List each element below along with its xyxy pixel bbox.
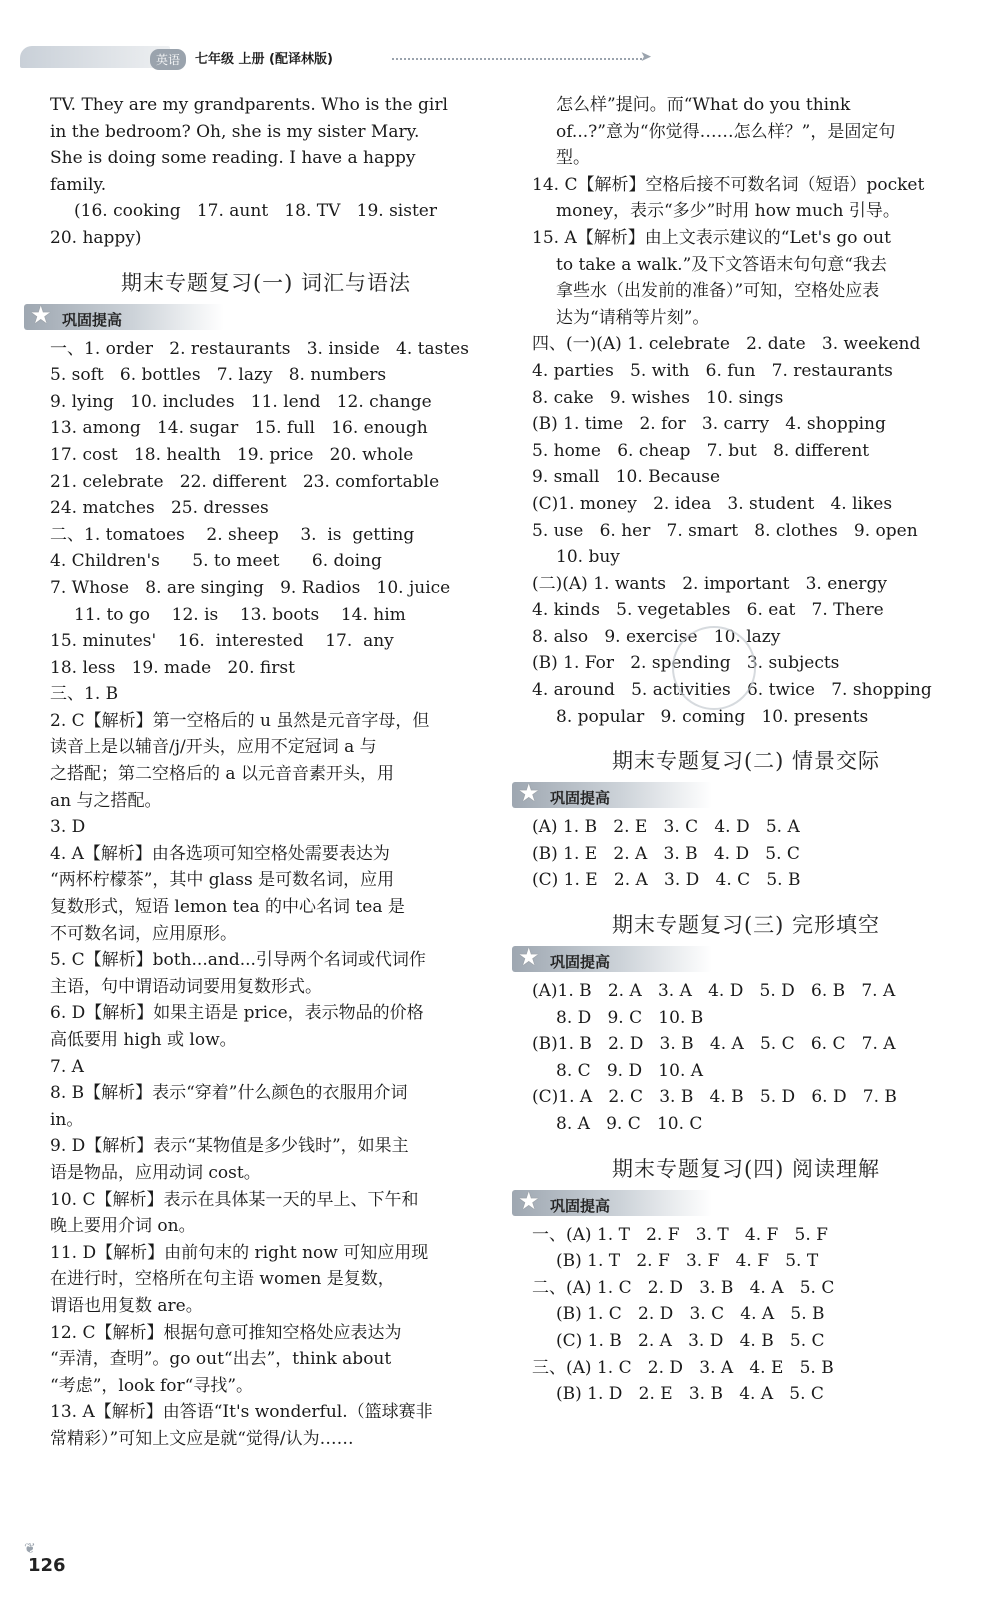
section-title-vocab-grammar: 期末专题复习(一) 词汇与语法 [120,270,412,295]
consolidate-badge [24,300,224,330]
answer-line: (A)1. B 2. A 3. A 4. D 5. D 6. B 7. A [532,981,896,1002]
answer-line: “考虑”，look for“寻找”。 [50,1375,254,1396]
answer-line: 复数形式，短语 lemon tea 的中心名词 tea 是 [50,897,405,918]
right-continued-lines [532,92,960,730]
badge-label: 巩固提高 [62,310,123,329]
star-icon: ★ [518,943,540,972]
section4-answers [532,1222,960,1408]
answer-line: 7. A [50,1056,84,1077]
answer-line: in。 [50,1109,84,1130]
answer-line: 8. cake 9. wishes 10. sings [532,387,784,408]
answer-line: 一、1. order 2. restaurants 3. inside 4. tastes [50,338,469,359]
header-swoosh [20,46,170,68]
answer-line: (C) 1. E 2. A 3. D 4. C 5. B [532,870,801,891]
answer-line: 6. D【解析】如果主语是 price，表示物品的价格 [50,1003,424,1024]
page-number [24,1541,66,1576]
answer-line: 20. happy) [50,227,142,248]
answer-line: in the bedroom? Oh, she is my sister Mary. [50,121,420,142]
site-logo [816,1522,976,1586]
answer-line: 2. C【解析】第一空格后的 u 虽然是元音字母，但 [50,710,430,731]
answer-line: (B) 1. D 2. E 3. B 4. A 5. C [556,1384,824,1405]
answer-line: 5. home 6. cheap 7. but 8. different [532,440,870,461]
intro-lines [50,92,482,252]
answer-line: (B) 1. time 2. for 3. carry 4. shopping [532,414,886,435]
answer-line: 8. C 9. D 10. A [556,1060,704,1081]
answer-line: (二)(A) 1. wants 2. important 3. energy [532,573,887,594]
badge-label: 巩固提高 [550,1196,611,1215]
answer-line: an 与之搭配。 [50,790,162,811]
section1-answers [50,336,482,1453]
badge-label: 巩固提高 [550,789,611,808]
answer-line: 三、1. B [50,684,119,705]
section-title-situational: 期末专题复习(二) 情景交际 [611,749,881,774]
answer-line: (C)1. A 2. C 3. B 4. B 5. D 6. D 7. B [532,1087,897,1108]
badge-label: 巩固提高 [550,953,611,972]
answer-line: 21. celebrate 22. different 23. comfortable [50,471,440,492]
answer-line: 谓语也用复数 are。 [50,1295,203,1316]
answer-line: 8. A 9. C 10. C [556,1114,703,1134]
answer-line: (B) 1. E 2. A 3. B 4. D 5. C [532,843,800,864]
answer-line: 5. C【解析】both...and...引导两个名词或代词作 [50,950,426,971]
answer-line: 5. use 6. her 7. smart 8. clothes 9. open [532,520,918,541]
answer-line: 17. cost 18. health 19. price 20. whole [50,444,414,465]
answer-line: 10. buy [556,547,620,568]
answer-line: money，表示“多少”时用 how much 引导。 [556,201,900,222]
answer-line: “弄清，查明”。go out“出去”，think about [50,1349,392,1370]
page-number-text: 126 [28,1555,66,1576]
consolidate-badge [512,943,712,972]
answer-line: 4. A【解析】由各选项可知空格处需要表达为 [50,843,390,864]
answer-line: (B) 1. T 2. F 3. F 4. F 5. T [556,1251,819,1272]
left-column [30,92,482,1453]
answer-line: 语是物品，应用动词 cost。 [50,1162,261,1183]
answer-line: 12. C【解析】根据句意可推知空格处应表达为 [50,1322,402,1343]
section-title-cloze: 期末专题复习(三) 完形填空 [611,913,881,938]
star-icon: ★ [518,1186,540,1215]
answer-line: of...?”意为“你觉得……怎么样？”，是固定句 [556,121,896,142]
header-grade: 七年级 上册 (配译林版) [195,52,333,67]
answer-line: 之搭配；第二空格后的 a 以元音音素开头，用 [50,764,394,785]
answer-line: 高低要用 high 或 low。 [50,1030,237,1050]
answer-line: 8. popular 9. coming 10. presents [556,706,869,727]
answer-line: 4. kinds 5. vegetables 6. eat 7. There [532,600,884,621]
header-dotted-line [392,58,642,60]
answer-line: (B) 1. C 2. D 3. C 4. A 5. B [556,1304,825,1325]
header-subject: 英语 [150,49,186,70]
answer-line: 13. among 14. sugar 15. full 16. enough [50,418,428,439]
answer-line: 晚上要用介词 on。 [50,1216,196,1237]
star-icon: ★ [518,779,540,808]
answer-line: TV. They are my grandparents. Who is the girl [50,95,448,115]
answer-line: 11. to go 12. is 13. boots 14. him [74,604,406,625]
answer-line: 9. D【解析】表示“某物值是多少钱时”，如果主 [50,1136,409,1157]
section2-answers [532,814,960,894]
answer-line: 18. less 19. made 20. first [50,657,295,678]
consolidate-badge [512,779,712,808]
answer-line: to take a walk.”及下文答语末句句意“我去 [556,254,887,275]
arrow-right-icon: ➤ [640,49,652,65]
answer-line: 13. A【解析】由答语“It's wonderful.（篮球赛非 [50,1402,433,1423]
answer-line: family. [50,174,107,195]
leaf-icon: ❦ [24,1541,36,1557]
answer-line: 8. also 9. exercise 10. lazy [532,626,781,647]
answer-line: 常精彩）”可知上文应是就“觉得/认为…… [50,1428,354,1449]
star-icon: ★ [30,300,52,329]
answer-line: 读音上是以辅音/j/开头，应用不定冠词 a 与 [50,737,377,758]
answer-line: 15. A【解析】由上文表示建议的“Let's go out [532,227,891,248]
section3-answers [532,978,960,1138]
answer-line: 15. minutes' 16. interested 17. any [50,631,394,652]
answer-line: (C) 1. B 2. A 3. D 4. B 5. C [556,1330,825,1351]
answer-line: 7. Whose 8. are singing 9. Radios 10. juice [50,577,451,598]
answer-line: 24. matches 25. dresses [50,498,269,519]
answer-line: 8. B【解析】表示“穿着”什么颜色的衣服用介词 [50,1083,408,1104]
answer-line: 达为“请稍等片刻”。 [556,307,710,328]
answer-line: 9. lying 10. includes 11. lend 12. change [50,391,432,412]
answer-line: 4. Children's 5. to meet 6. doing [50,551,382,572]
answer-line: 二、1. tomatoes 2. sheep 3. is getting [50,524,415,545]
right-column [518,92,960,1408]
answer-line: 二、(A) 1. C 2. D 3. B 4. A 5. C [532,1277,835,1298]
answer-line: 不可数名词，应用原形。 [50,923,237,944]
answer-line: 在进行时，空格所在句主语 women 是复数， [50,1269,395,1290]
answer-line: (16. cooking 17. aunt 18. TV 19. sister [74,201,437,222]
consolidate-badge [512,1186,712,1216]
answer-line: 4. around 5. activities 6. twice 7. shopping [532,680,932,701]
answer-line: 3. D [50,817,86,838]
answer-line: 型。 [556,148,590,169]
answer-line: She is doing some reading. I have a happy [50,148,416,169]
answer-line: 怎么样”提问。而“What do you think [556,95,851,115]
answer-line: 11. D【解析】由前句末的 right now 可知应用现 [50,1242,429,1263]
answer-line: (B) 1. For 2. spending 3. subjects [532,653,840,674]
answer-line: 拿些水（出发前的准备）”可知，空格处应表 [556,281,880,302]
answer-line: “两杯柠檬茶”，其中 glass 是可数名词，应用 [50,870,395,891]
answer-line: 10. C【解析】表示在具体某一天的早上、下午和 [50,1189,419,1210]
answer-line: 主语，句中谓语动词要用复数形式。 [50,976,322,997]
answer-line: 4. parties 5. with 6. fun 7. restaurants [532,360,893,381]
answer-line: (C)1. money 2. idea 3. student 4. likes [532,493,893,514]
stamp-seal [672,626,756,710]
answer-line: 9. small 10. Because [532,467,721,488]
answer-line: 一、(A) 1. T 2. F 3. T 4. F 5. F [532,1224,828,1245]
answer-line: 四、(一)(A) 1. celebrate 2. date 3. weekend [532,334,921,355]
answer-line: 8. D 9. C 10. B [556,1007,704,1028]
answer-line: 三、(A) 1. C 2. D 3. A 4. E 5. B [532,1357,834,1378]
answer-line: 14. C【解析】空格后接不可数名词（短语）pocket [532,174,925,195]
answer-line: 5. soft 6. bottles 7. lazy 8. numbers [50,365,387,386]
page-header [20,38,660,74]
section-title-reading: 期末专题复习(四) 阅读理解 [611,1156,881,1181]
answer-line: (B)1. B 2. D 3. B 4. A 5. C 6. C 7. A [532,1034,896,1055]
answer-line: (A) 1. B 2. E 3. C 4. D 5. A [532,817,800,838]
